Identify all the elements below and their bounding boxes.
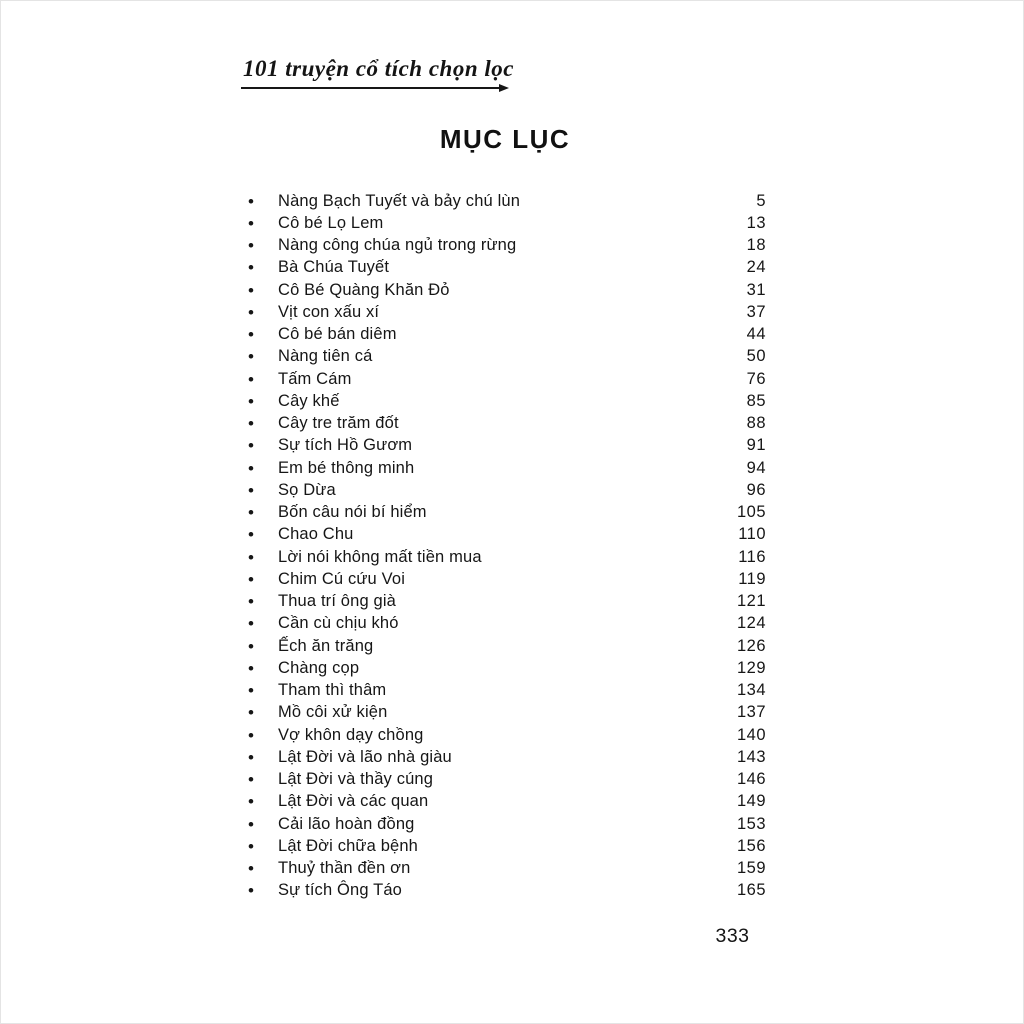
toc-entry: [245, 657, 766, 679]
toc-entry-page: 76: [746, 369, 766, 388]
book-title: 101 truyện cổ tích chọn lọc: [243, 56, 514, 81]
toc-entry-page: 105: [736, 503, 766, 522]
toc-entry-page: 121: [736, 592, 766, 611]
toc-entry: [245, 613, 766, 635]
bullet-icon: •: [248, 391, 254, 411]
bullet-icon: •: [248, 814, 254, 834]
toc-entry-page: 134: [736, 681, 766, 700]
toc-entry-title: Bốn câu nói bí hiểm: [278, 503, 427, 522]
toc-entry-title: Cô bé bán diêm: [278, 325, 397, 344]
toc-entry: [245, 591, 766, 613]
toc-entry: [245, 413, 766, 435]
toc-entry: [245, 680, 766, 702]
toc-entry: [245, 813, 766, 835]
toc-entry-title: Cần cù chịu khó: [278, 614, 399, 633]
toc-entry: [245, 435, 766, 457]
toc-entry-title: Cô bé Lọ Lem: [278, 213, 384, 232]
toc-entry: [245, 346, 766, 368]
bullet-icon: •: [248, 592, 254, 612]
running-header: [243, 56, 533, 82]
bullet-icon: •: [248, 213, 254, 233]
toc-entry-page: 18: [746, 236, 766, 255]
toc-entry-title: Nàng công chúa ngủ trong rừng: [278, 236, 517, 255]
toc-entry-title: Sọ Dừa: [278, 480, 336, 499]
toc-entry: [245, 235, 766, 257]
toc-entry-title: Thuỷ thần đền ơn: [278, 859, 411, 878]
toc-entry-title: Lật Đời chữa bệnh: [278, 836, 418, 855]
toc-entry: [245, 324, 766, 346]
toc-entry: [245, 457, 766, 479]
toc-entry-page: 50: [746, 347, 766, 366]
bullet-icon: •: [248, 836, 254, 856]
toc-entry-page: 165: [736, 881, 766, 900]
toc-entry-page: 110: [738, 525, 766, 544]
toc-entry-title: Mồ côi xử kiện: [278, 703, 388, 722]
toc-entry-page: 5: [756, 191, 766, 210]
toc-entry: [245, 880, 766, 902]
toc-entry-page: 13: [746, 213, 766, 232]
toc-entry-title: Tấm Cám: [278, 369, 352, 388]
bullet-icon: •: [248, 881, 254, 901]
toc-entry-title: Lật Đời và các quan: [278, 792, 429, 811]
bullet-icon: •: [248, 191, 254, 211]
toc-entry-page: 31: [746, 280, 766, 299]
toc-entry-title: Bà Chúa Tuyết: [278, 258, 390, 277]
toc-entry-page: 126: [736, 636, 766, 655]
toc-entry-page: 159: [736, 859, 766, 878]
toc-entry-title: Nàng tiên cá: [278, 347, 373, 366]
toc-entry: [245, 212, 766, 234]
bullet-icon: •: [248, 636, 254, 656]
toc-entry-title: Chim Cú cứu Voi: [278, 569, 406, 588]
bullet-icon: •: [248, 236, 254, 256]
toc-entry-page: 146: [736, 770, 766, 789]
toc-entry-title: Em bé thông minh: [278, 458, 415, 477]
toc-entry-title: Cải lão hoàn đồng: [278, 814, 415, 833]
bullet-icon: •: [248, 703, 254, 723]
toc-entry-page: 140: [736, 725, 766, 744]
bullet-icon: •: [248, 414, 254, 434]
bullet-icon: •: [248, 458, 254, 478]
bullet-icon: •: [248, 792, 254, 812]
bullet-icon: •: [248, 480, 254, 500]
toc-entry: [245, 635, 766, 657]
toc-entry-page: 24: [746, 258, 766, 277]
toc-entry-title: Sự tích Ông Táo: [278, 881, 402, 900]
bullet-icon: •: [248, 503, 254, 523]
toc-entry-page: 137: [736, 703, 766, 722]
bullet-icon: •: [248, 859, 254, 879]
toc-entry-title: Ếch ăn trăng: [278, 636, 374, 655]
page-number: 333: [715, 925, 750, 947]
toc-entry-page: 119: [738, 569, 766, 588]
toc-entry-page: 91: [746, 436, 766, 455]
bullet-icon: •: [248, 681, 254, 701]
toc-entry-title: Lật Đời và thầy cúng: [278, 770, 434, 789]
toc-entry: [245, 858, 766, 880]
toc-entry-title: Nàng Bạch Tuyết và bảy chú lùn: [278, 191, 521, 210]
toc-entry: [245, 257, 766, 279]
toc-entry-page: 156: [736, 836, 766, 855]
toc-entry-title: Chàng cọp: [278, 658, 360, 677]
toc-entry: [245, 368, 766, 390]
toc-entry: [245, 568, 766, 590]
toc-entry-page: 44: [746, 325, 766, 344]
toc-entry: [245, 769, 766, 791]
toc-heading: MỤC LỤC: [439, 124, 571, 154]
toc-entry-page: 153: [736, 814, 766, 833]
toc-entry: [245, 190, 766, 212]
bullet-icon: •: [248, 770, 254, 790]
bullet-icon: •: [248, 747, 254, 767]
bullet-icon: •: [248, 614, 254, 634]
toc-list: [245, 190, 766, 902]
toc-entry-title: Sự tích Hồ Gươm: [278, 436, 413, 455]
bullet-icon: •: [248, 280, 254, 300]
header-underline: [241, 87, 499, 89]
arrowhead-icon: [499, 84, 509, 92]
toc-entry-title: Lời nói không mất tiền mua: [278, 547, 482, 566]
bullet-icon: •: [248, 525, 254, 545]
toc-entry: [245, 791, 766, 813]
bullet-icon: •: [248, 369, 254, 389]
toc-entry-page: 88: [746, 414, 766, 433]
toc-entry: [245, 279, 766, 301]
toc-entry: [245, 835, 766, 857]
bullet-icon: •: [248, 547, 254, 567]
toc-entry-page: 116: [738, 547, 766, 566]
toc-entry-title: Chao Chu: [278, 525, 354, 544]
toc-entry-page: 37: [746, 302, 766, 321]
toc-entry-page: 129: [736, 658, 766, 677]
toc-entry: [245, 702, 766, 724]
toc-entry-title: Vợ khôn dạy chồng: [278, 725, 424, 744]
bullet-icon: •: [248, 347, 254, 367]
toc-entry-title: Cây khế: [278, 391, 340, 410]
bullet-icon: •: [248, 658, 254, 678]
bullet-icon: •: [248, 569, 254, 589]
toc-entry: [245, 390, 766, 412]
toc-entry: [245, 502, 766, 524]
toc-entry-page: 149: [736, 792, 766, 811]
toc-entry: [245, 546, 766, 568]
toc-entry-title: Cô Bé Quàng Khăn Đỏ: [278, 280, 450, 299]
toc-entry-page: 94: [746, 458, 766, 477]
toc-entry: [245, 524, 766, 546]
toc-entry-page: 85: [746, 391, 766, 410]
toc-entry-title: Thua trí ông già: [278, 592, 396, 611]
bullet-icon: •: [248, 436, 254, 456]
toc-entry: [245, 301, 766, 323]
toc-entry-page: 143: [736, 747, 766, 766]
bullet-icon: •: [248, 725, 254, 745]
bullet-icon: •: [248, 258, 254, 278]
bullet-icon: •: [248, 302, 254, 322]
toc-entry-page: 124: [736, 614, 766, 633]
toc-entry-title: Cây tre trăm đốt: [278, 414, 399, 433]
toc-entry-page: 96: [746, 480, 766, 499]
toc-entry-title: Tham thì thâm: [278, 681, 387, 700]
toc-entry: [245, 746, 766, 768]
toc-entry: [245, 724, 766, 746]
toc-entry-title: Lật Đời và lão nhà giàu: [278, 747, 452, 766]
toc-entry: [245, 479, 766, 501]
bullet-icon: •: [248, 325, 254, 345]
toc-entry-title: Vịt con xấu xí: [278, 302, 380, 321]
